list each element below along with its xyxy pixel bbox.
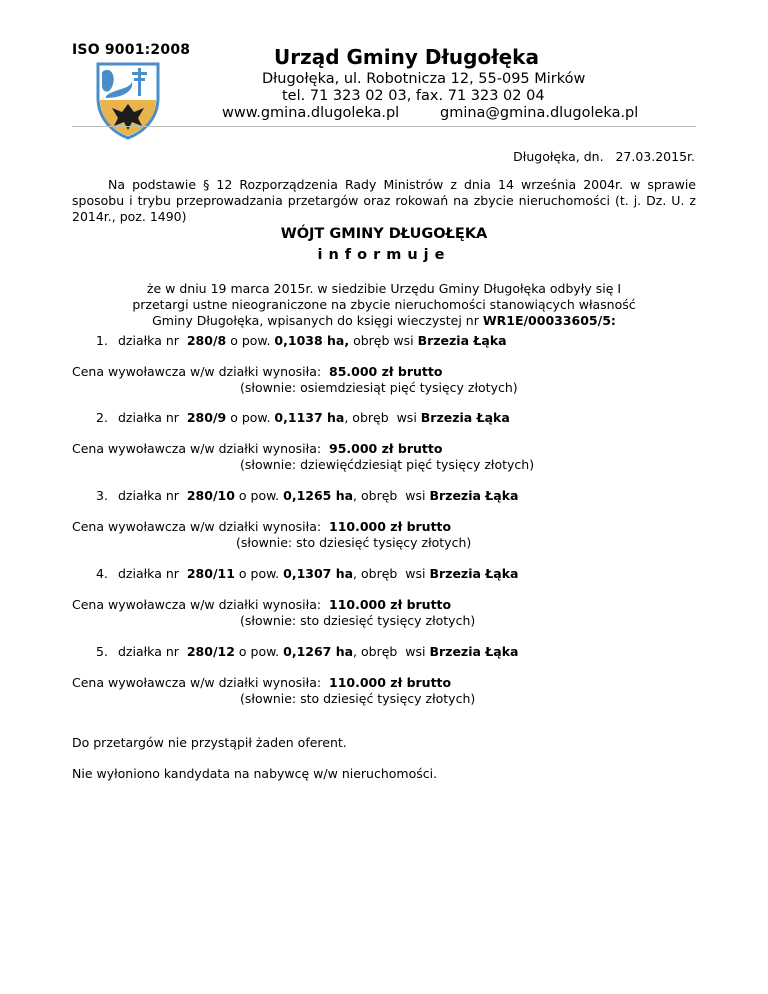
plot-price (72, 597, 451, 612)
intro-paragraph (120, 281, 648, 329)
plot-place-prefix: obręb wsi (349, 333, 418, 348)
plot-place: Brzezia Łąka (429, 644, 519, 659)
plot-item (96, 566, 519, 581)
closing-no-bidders: Do przetargów nie przystąpił żaden oferent. (72, 735, 347, 750)
plot-id: 280/10 (186, 488, 235, 503)
plot-prefix: działka nr (118, 410, 183, 425)
plot-number: 5. (96, 644, 108, 659)
land-register-number: WR1E/00033605/5: (482, 313, 616, 328)
iso-label: ISO 9001:2008 (72, 42, 191, 58)
document-subtitle: informuje (317, 247, 451, 263)
price-in-words: (słownie: sto dziesięć tysięcy złotych) (236, 535, 472, 550)
plot-price (72, 675, 451, 690)
plot-prefix: działka nr (118, 644, 183, 659)
document-title: WÓJT GMINY DŁUGOŁĘKA (280, 226, 488, 242)
office-website[interactable]: www.gmina.dlugoleka.pl (222, 105, 400, 121)
plot-place-prefix: , obręb wsi (344, 410, 421, 425)
price-value: 110.000 zł brutto (329, 675, 452, 690)
plot-prefix: działka nr (118, 488, 183, 503)
plot-number: 1. (96, 333, 108, 348)
plot-area: 0,1307 ha (283, 566, 354, 581)
plot-price (72, 441, 442, 456)
office-phone: tel. 71 323 02 03, fax. 71 323 02 04 (282, 88, 545, 104)
plot-item (96, 410, 510, 425)
price-label: Cena wywoławcza w/w działki wynosiła: (72, 364, 330, 379)
plot-place: Brzezia Łąka (429, 488, 519, 503)
plot-area-prefix: o pow. (234, 566, 284, 581)
plot-area: 0,1265 ha (283, 488, 354, 503)
plot-number: 4. (96, 566, 108, 581)
plot-id: 280/9 (186, 410, 227, 425)
intro-text: że w dniu 19 marca 2015r. w siedzibie Urzędu Gminy Długołęka odbyły się I przetargi ustne nieograniczone na zbycie nieruchomości stanowiących własność Gminy Długołęka, wpisanych do księgi wieczystej nr (132, 281, 636, 328)
plot-area: 0,1038 ha, (274, 333, 350, 348)
plot-area-prefix: o pow. (226, 333, 275, 348)
plot-place-prefix: , obręb wsi (353, 488, 430, 503)
legal-basis-paragraph (72, 177, 696, 225)
header-divider (72, 126, 696, 127)
price-value: 85.000 zł brutto (329, 364, 443, 379)
price-in-words: (słownie: osiemdziesiąt pięć tysięcy złotych) (240, 380, 518, 395)
plot-place-prefix: , obręb wsi (353, 644, 430, 659)
price-value: 110.000 zł brutto (329, 597, 452, 612)
plot-place: Brzezia Łąka (417, 333, 507, 348)
plot-area-prefix: o pow. (226, 410, 275, 425)
plot-price (72, 519, 451, 534)
plot-item (96, 333, 507, 348)
plot-prefix: działka nr (118, 566, 183, 581)
plot-id: 280/11 (186, 566, 235, 581)
price-label: Cena wywoławcza w/w działki wynosiła: (72, 519, 330, 534)
plot-place: Brzezia Łąka (420, 410, 510, 425)
plot-item (96, 488, 519, 503)
plot-prefix: działka nr (118, 333, 183, 348)
legal-basis-text: Na podstawie § 12 Rozporządzenia Rady Ministrów z dnia 14 września 2004r. w sprawie sposobu i trybu przeprowadzania przetargów oraz rokowań na zbycie nieruchomości (t. j. Dz. U. z 2014r., poz. 1490) (72, 177, 696, 224)
plot-area-prefix: o pow. (234, 644, 284, 659)
plot-area-prefix: o pow. (234, 488, 284, 503)
price-label: Cena wywoławcza w/w działki wynosiła: (72, 597, 330, 612)
price-in-words: (słownie: sto dziesięć tysięcy złotych) (240, 613, 476, 628)
price-label: Cena wywoławcza w/w działki wynosiła: (72, 675, 330, 690)
plot-number: 3. (96, 488, 108, 503)
plot-item (96, 644, 519, 659)
office-name: Urząd Gminy Długołęka (274, 45, 539, 69)
office-email[interactable]: gmina@gmina.dlugoleka.pl (440, 105, 639, 121)
plot-number: 2. (96, 410, 108, 425)
plot-id: 280/12 (186, 644, 235, 659)
plot-area: 0,1137 ha (274, 410, 345, 425)
plot-id: 280/8 (186, 333, 227, 348)
plot-area: 0,1267 ha (283, 644, 354, 659)
price-label: Cena wywoławcza w/w działki wynosiła: (72, 441, 330, 456)
price-value: 110.000 zł brutto (329, 519, 452, 534)
price-in-words: (słownie: dziewięćdziesiąt pięć tysięcy złotych) (240, 457, 535, 472)
plot-place: Brzezia Łąka (429, 566, 519, 581)
coat-of-arms-icon (88, 60, 168, 140)
closing-no-buyer: Nie wyłoniono kandydata na nabywcę w/w nieruchomości. (72, 766, 438, 781)
price-value: 95.000 zł brutto (329, 441, 443, 456)
price-in-words: (słownie: sto dziesięć tysięcy złotych) (240, 691, 476, 706)
office-address: Długołęka, ul. Robotnicza 12, 55-095 Mirków (262, 71, 586, 87)
plot-price (72, 364, 442, 379)
document-date: Długołęka, dn. 27.03.2015r. (513, 149, 695, 164)
plot-place-prefix: , obręb wsi (353, 566, 430, 581)
